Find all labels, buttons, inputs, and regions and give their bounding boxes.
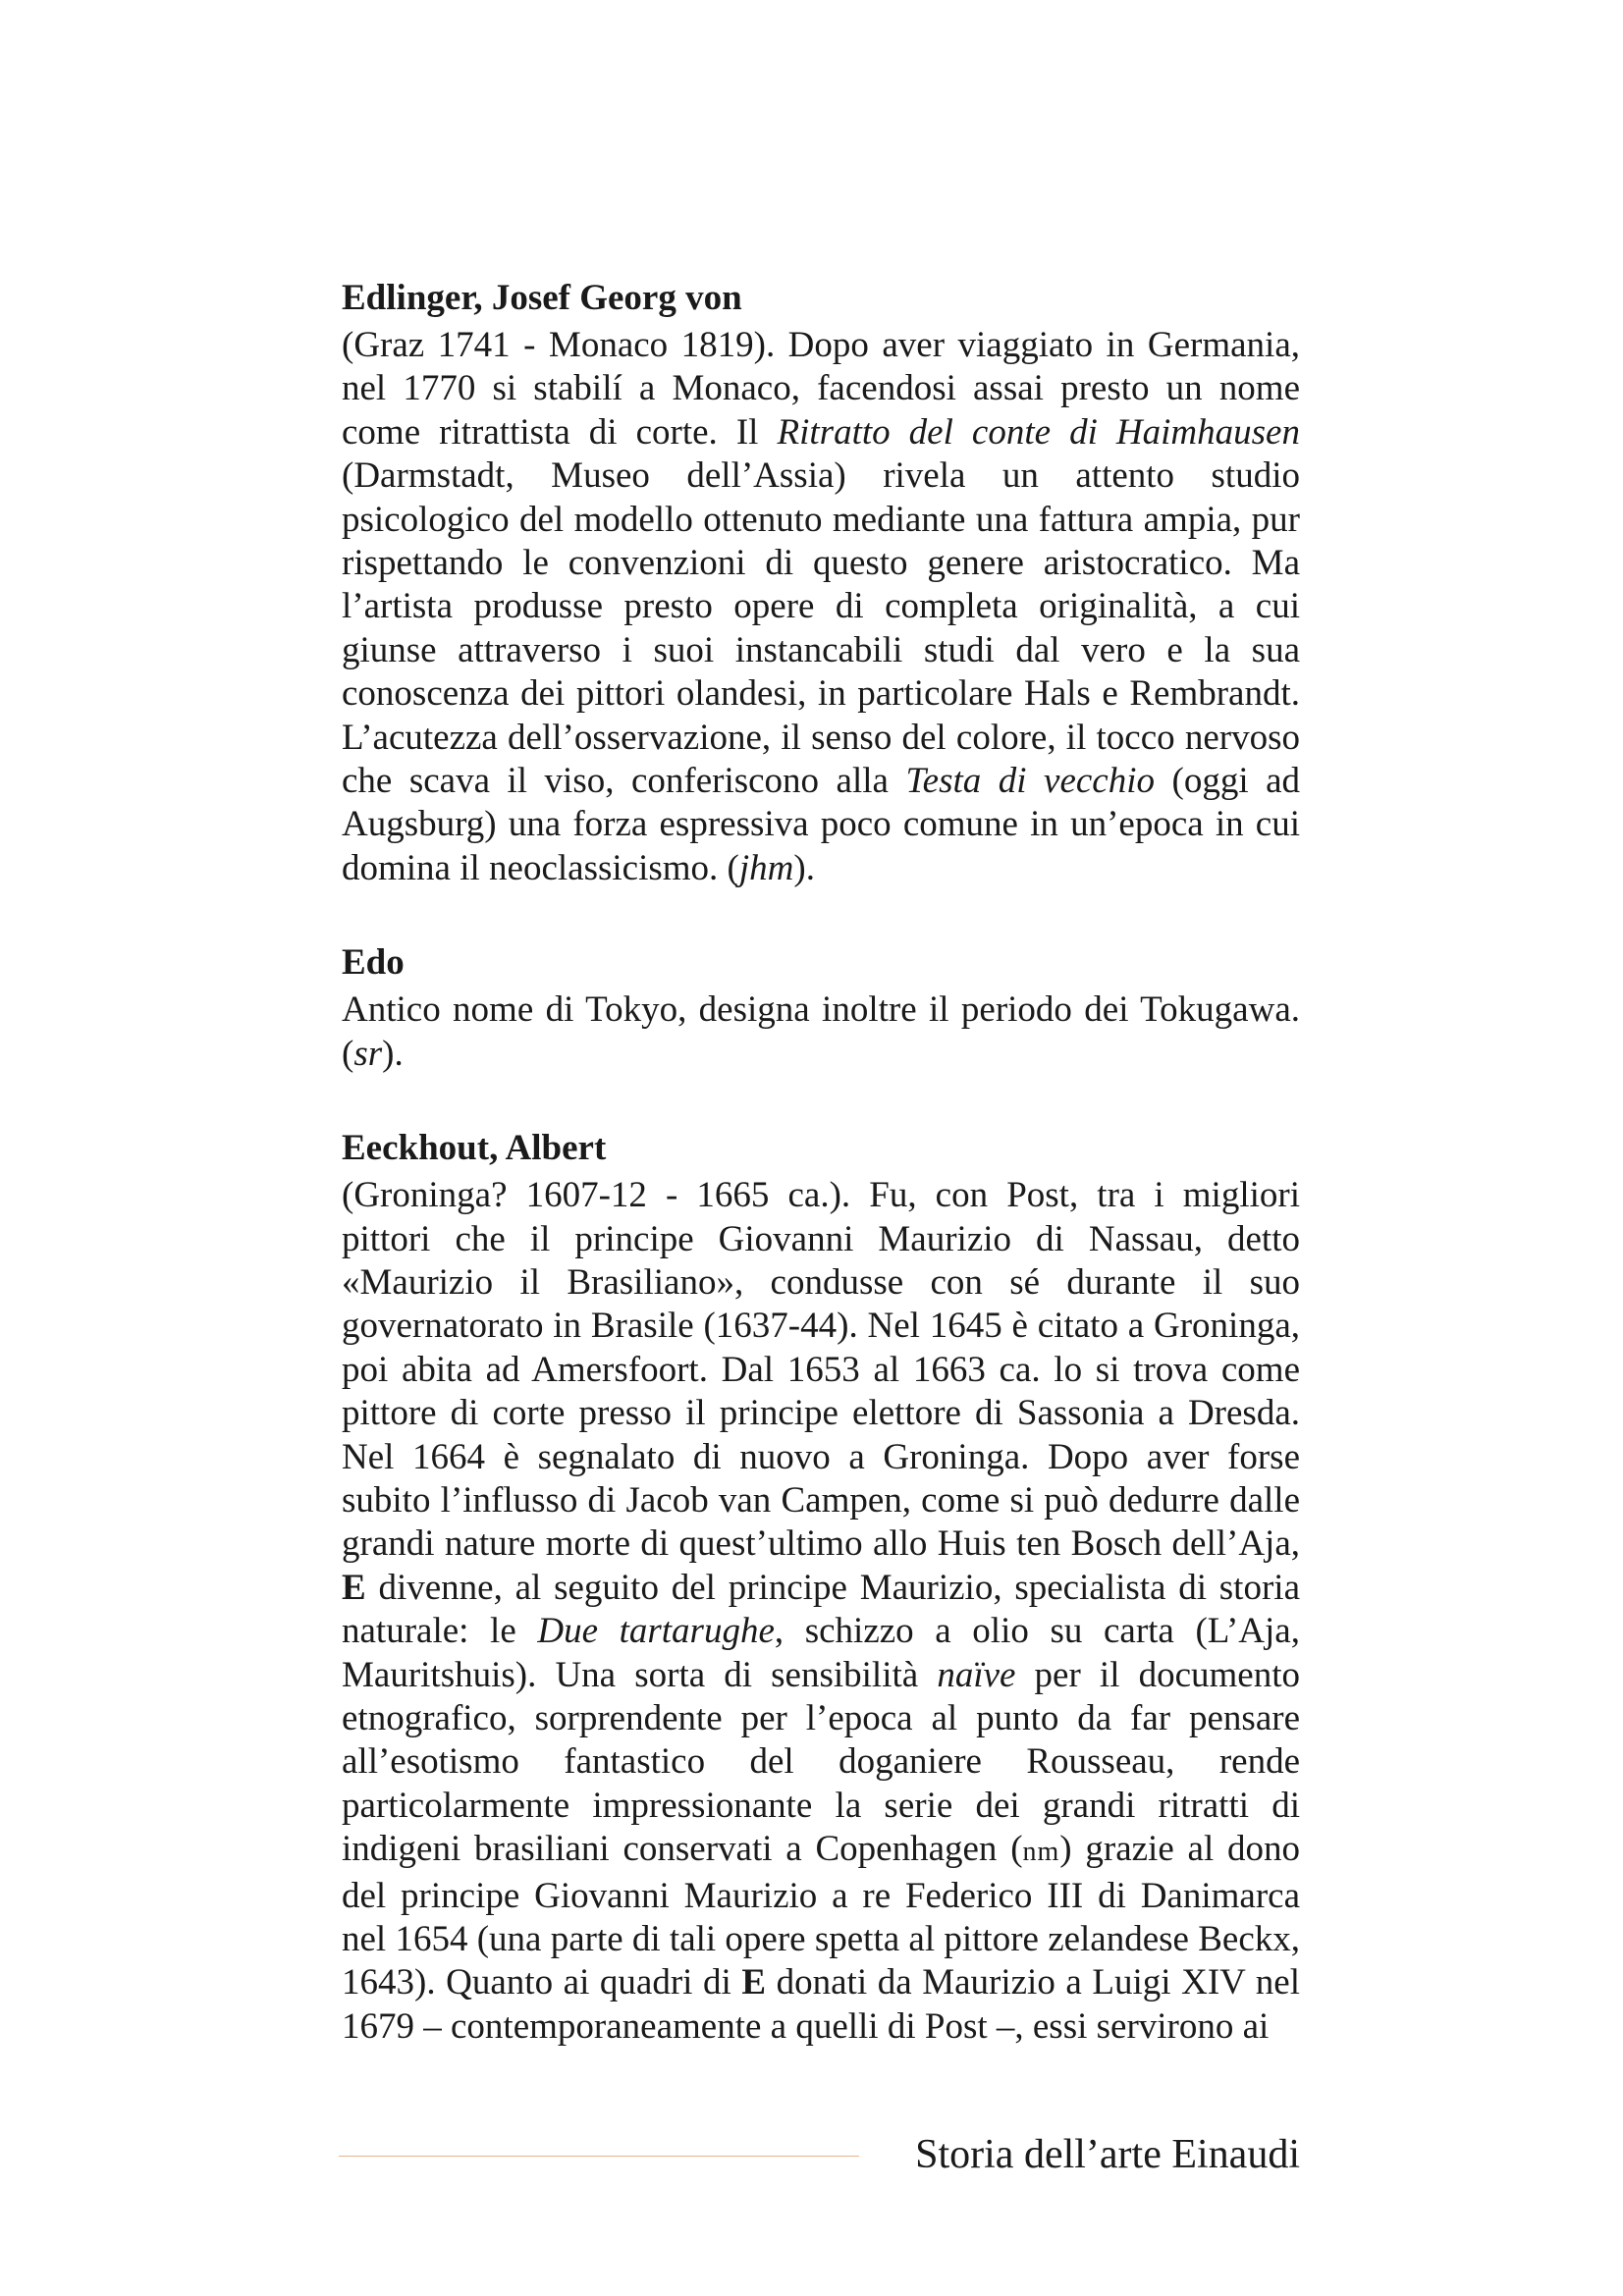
text-run: ) grazie al dono del principe Giovanni Maurizio a re Federico III di Danimarca nel 1654 (una parte di tali opere spetta al pittore zelandese Beckx, 1643). Quanto ai quadri di (342, 1829, 1301, 2003)
small-caps-text: nm (1022, 1837, 1060, 1868)
entry-body (342, 324, 1300, 890)
italic-text: Testa di vecchio (905, 761, 1155, 802)
italic-text: Ritratto del conte di Haimhausen (777, 411, 1300, 453)
entry-body (342, 988, 1300, 1076)
text-run: (Darmstadt, Museo dell’Assia) rivela un attento studio psicologico del modello ottenuto mediante una fattura ampia, pur rispettando le convenzioni di questo genere aristocratico. Ma l’artista produsse presto opere di completa originalità, a cui giunse attraverso i suoi instancabili studi dal vero e la sua conoscenza dei pittori olandesi, in particolare Hals e Rembrandt. L’acutezza dell’osservazione, il senso del colore, il tocco nervoso che scava il viso, conferiscono alla (342, 455, 1300, 802)
text-run: (Graz 1741 - Monaco 1819). Dopo aver viaggiato in Germania, nel 1770 si stabilí a Monaco, facendosi assai presto un nome come ritrattista di corte. Il (342, 325, 1300, 453)
text-run: (Groninga? 1607-12 - 1665 ca.). Fu, con Post, tra i migliori pittori che il principe Giovanni Maurizio di Nassau, detto «Maurizio il Brasiliano», condusse con sé durante il suo governatorato in Brasile (1637-44). Nel 1645 è citato a Groninga, poi abita ad Amersfoort. Dal 1653 al 1663 ca. lo si trova come pittore di corte presso il principe elettore di Sassonia a Dresda. Nel 1664 è segnalato di nuovo a Groninga. Dopo aver forse subito l’influsso di Jacob van Campen, come si può dedurre dalle grandi nature morte di quest’ultimo allo Huis ten Bosch dell’Aja, (342, 1175, 1300, 1565)
footer-rule (339, 2156, 859, 2157)
text-run: per il documento etnografico, sorprendente per l’epoca al punto da far pensare all’esotismo fantastico del doganiere Rousseau, rende particolarmente impressionante la serie dei grandi ritratti di indigeni brasiliani conservati a Copenhagen ( (342, 1654, 1300, 1870)
entry-headword: Edlinger, Josef Georg von (342, 278, 742, 318)
italic-text: jhm (738, 847, 794, 888)
entry-headword: Edo (342, 942, 405, 984)
text-column (342, 277, 1300, 2049)
bold-abbrev: E (342, 1567, 366, 1608)
entry-body (342, 1174, 1300, 2049)
italic-text: Due tartarughe (537, 1611, 775, 1652)
text-run: (oggi ad Augsburg) una forza espressiva poco comune in un’epoca in cui domina il neoclassicismo. ( (342, 761, 1301, 888)
entry-headword: Eeckhout, Albert (342, 1128, 607, 1169)
text-run: ). (793, 847, 815, 888)
entry-eeckhout (342, 1127, 1300, 2049)
footer-title: Storia dell’arte Einaudi (915, 2132, 1300, 2177)
text-run: , schizzo a olio su carta (L’Aja, Mauritshuis). Una sorta di sensibilità (342, 1611, 1300, 1695)
italic-text: naïve (937, 1654, 1016, 1695)
entry-edlinger (342, 277, 1300, 890)
text-run: Antico nome di Tokyo, designa inoltre il periodo dei Tokugawa. ( (342, 989, 1300, 1074)
text-run: divenne, al seguito del principe Maurizio, specialista di storia naturale: le (342, 1567, 1300, 1652)
bold-abbrev: E (741, 1962, 767, 2003)
text-run: donati da Maurizio a Luigi XIV nel 1679 – contemporaneamente a quelli di Post –, essi servirono ai (342, 1962, 1300, 2047)
text-run: ). (382, 1033, 404, 1074)
italic-text: sr (353, 1033, 383, 1074)
entry-edo (342, 941, 1300, 1076)
